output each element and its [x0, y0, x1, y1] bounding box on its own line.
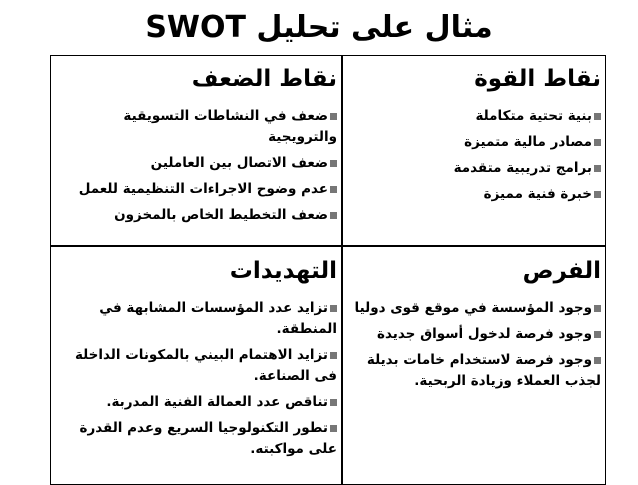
weaknesses-heading: نقاط الضعف [191, 66, 337, 92]
bullet-icon [594, 305, 601, 312]
strengths-list [348, 106, 601, 205]
weaknesses-list [58, 106, 337, 226]
list-item: ضعف في النشاطات التسويقية والترويجية [123, 108, 337, 145]
list-item: تطور التكنولوجيا السريع وعدم القدرة على مواكبته. [79, 420, 337, 457]
page-title: مثال على تحليل SWOT [145, 10, 493, 45]
list-item: ضعف الاتصال بين العاملين [58, 153, 337, 174]
threats-cell [58, 254, 337, 465]
list-item: خبرة فنية مميزة [348, 184, 601, 205]
list-item: وجود المؤسسة في موقع قوى دوليا [348, 298, 601, 319]
bullet-icon [594, 191, 601, 198]
bullet-icon [330, 352, 337, 359]
bullet-icon [330, 160, 337, 167]
bullet-icon [330, 113, 337, 120]
threats-heading: التهديدات [229, 258, 337, 284]
strengths-heading: نقاط القوة [474, 66, 601, 92]
bullet-icon [594, 165, 601, 172]
list-item: تناقص عدد العمالة الفنية المدربة. [58, 392, 337, 413]
bullet-icon [594, 139, 601, 146]
bullet-icon [330, 212, 337, 219]
list-item: تزايد عدد المؤسسات المشابهة في المنطقة. [99, 300, 337, 337]
list-item: بنية تحتية متكاملة [348, 106, 601, 127]
list-item: وجود فرصة لاستخدام خامات بديلة لجذب العملاء وزيادة الربحية. [366, 352, 601, 389]
list-item: برامج تدريبية متقدمة [348, 158, 601, 179]
list-item: ضعف التخطيط الخاص بالمخزون [58, 205, 337, 226]
weaknesses-cell [58, 62, 337, 231]
row-divider [50, 245, 606, 247]
bullet-icon [330, 305, 337, 312]
bullet-icon [594, 357, 601, 364]
list-item: وجود فرصة لدخول أسواق جديدة [348, 324, 601, 345]
bullet-icon [330, 425, 337, 432]
list-item: مصادر مالية متميزة [348, 132, 601, 153]
strengths-cell [348, 62, 601, 210]
column-divider [341, 55, 343, 485]
list-item: تزايد الاهتمام البيني بالمكونات الداخلة فى الصناعة. [74, 347, 337, 384]
bullet-icon [330, 186, 337, 193]
threats-list [58, 298, 337, 460]
bullet-icon [594, 331, 601, 338]
bullet-icon [330, 399, 337, 406]
opportunities-cell [348, 254, 601, 397]
opportunities-list [348, 298, 601, 392]
bullet-icon [594, 113, 601, 120]
opportunities-heading: الفرص [522, 258, 601, 284]
list-item: عدم وضوح الاجراءات التنظيمية للعمل [58, 179, 337, 200]
